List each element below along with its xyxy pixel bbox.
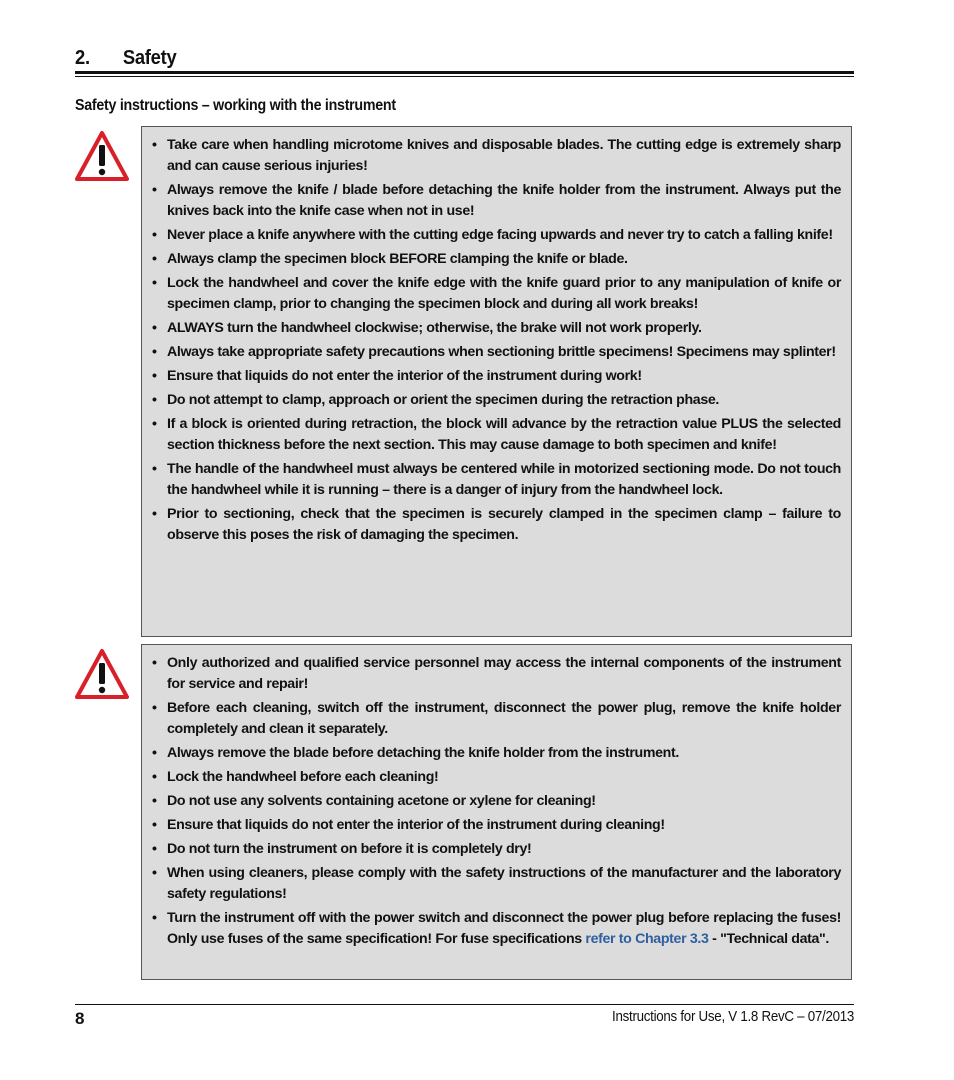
warning-list-service (152, 653, 841, 950)
page-number: 8 (75, 1009, 85, 1028)
warning-triangle-icon (74, 648, 130, 700)
list-item: • Prior to sectioning, check that the specimen is securely clamped in the specimen clamp – failure to observe this poses the risk of damaging the specimen. (152, 506, 841, 543)
list-item: • Do not attempt to clamp, approach or orient the specimen during the retraction phase. (152, 392, 720, 408)
list-item: • Do not use any solvents containing acetone or xylene for cleaning! (152, 793, 596, 809)
warning-triangle-icon (74, 130, 130, 182)
chapter-number: 2. (75, 47, 90, 69)
list-item: • Lock the handwheel and cover the knife edge with the knife guard prior to any manipulation of knife or specimen clamp, prior to changing the specimen block and during all work breaks! (152, 275, 841, 312)
list-item: • When using cleaners, please comply with the safety instructions of the manufacturer and the laboratory safety regulations! (152, 865, 841, 902)
list-item: • Ensure that liquids do not enter the interior of the instrument during work! (152, 368, 642, 384)
warning-box-knives (141, 126, 852, 637)
list-item: • The handle of the handwheel must always be centered while in motorized sectioning mode. Do not touch the handwheel while it is running – there is a danger of injury from the handwheel lock. (152, 461, 841, 498)
list-item: • Take care when handling microtome knives and disposable blades. The cutting edge is extremely sharp and can cause serious injuries! (152, 137, 841, 174)
chapter-title (75, 47, 176, 70)
list-item: • ALWAYS turn the handwheel clockwise; otherwise, the brake will not work properly. (152, 320, 702, 336)
list-item: • If a block is oriented during retraction, the block will advance by the retraction value PLUS the selected section thickness before the next section. This may cause damage to both specimen and knife! (152, 416, 841, 453)
header-rule-thick (75, 71, 854, 74)
list-item: • Always take appropriate safety precautions when sectioning brittle specimens! Specimens may splinter! (152, 344, 836, 360)
warning-list-knives (152, 135, 841, 546)
list-item: • Turn the instrument off with the power switch and disconnect the power plug before replacing the fuses! Only use fuses of the same specification! For fuse specifications refer to Chapter 3.3 - "Technical data". (152, 910, 841, 947)
list-item: • Always clamp the specimen block BEFORE clamping the knife or blade. (152, 251, 628, 267)
list-item: • Never place a knife anywhere with the cutting edge facing upwards and never try to catch a falling knife! (152, 227, 833, 243)
section-heading: Safety instructions – working with the instrument (75, 97, 396, 114)
chapter-title-text: Safety (122, 47, 177, 69)
header-rule-thin (75, 76, 854, 77)
list-item: • Always remove the knife / blade before detaching the knife holder from the instrument. Always put the knives back into the knife case when not in use! (152, 182, 841, 219)
document-info: Instructions for Use, V 1.8 RevC – 07/2013 (611, 1009, 854, 1025)
list-item: • Ensure that liquids do not enter the interior of the instrument during cleaning! (152, 817, 665, 833)
list-item: • Lock the handwheel before each cleaning! (152, 769, 439, 785)
page-header (75, 45, 854, 77)
list-item: • Before each cleaning, switch off the instrument, disconnect the power plug, remove the knife holder completely and clean it separately. (152, 700, 841, 737)
warning-box-service (141, 644, 852, 980)
list-item: • Only authorized and qualified service personnel may access the internal components of the instrument for service and repair! (152, 655, 841, 692)
chapter-3-3-link[interactable]: refer to Chapter 3.3 (585, 931, 709, 947)
list-item: • Do not turn the instrument on before it is completely dry! (152, 841, 532, 857)
list-item: • Always remove the blade before detaching the knife holder from the instrument. (152, 745, 679, 761)
footer-rule (75, 1004, 854, 1005)
